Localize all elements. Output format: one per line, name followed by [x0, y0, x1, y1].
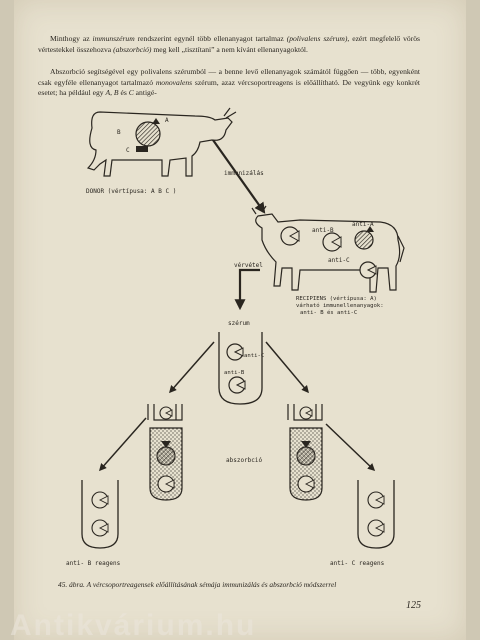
- serum-antibody-1: [227, 344, 243, 360]
- reagent-right-label: anti- C reagens: [330, 560, 385, 567]
- bleeding-label: vérvétel: [234, 262, 263, 269]
- donor-antigen-b: B: [117, 129, 121, 136]
- immunization-label: immunizálás: [224, 170, 264, 177]
- serum-label: szérum: [228, 320, 250, 327]
- serum-tube: [219, 332, 265, 404]
- recipient-cell: [355, 226, 374, 249]
- recipient-antibody-2: [323, 233, 341, 251]
- reagent-tube-right: [358, 480, 394, 548]
- arrow-serum-right: [266, 342, 308, 392]
- paragraph-absorption: Abszorbció segítségével egy polivalens szérumból — a benne levő ellenanyagok számától függően — több, egyenként csak egyféle ellenanyagot tartalmazó monovalens szérum, azaz vércsoportreagens is előállítható. De vegyünk egy konkrét esetet; ha például egy A, B és C antigé-: [38, 67, 420, 98]
- donor-label: DONOR (vértípusa: A B C ): [86, 188, 177, 195]
- absorption-label: abszorbció: [226, 457, 263, 464]
- recipient-antibody-1: [281, 227, 299, 245]
- recipient-label-2: várható immunellenanyagok:: [296, 303, 384, 309]
- recipient-label-1: RECIPIENS (vértípusa: A): [296, 296, 377, 302]
- arrow-to-left-reagent: [100, 418, 146, 470]
- absorption-tube-right: [288, 404, 322, 500]
- watermark: Antikvárium.hu: [10, 612, 257, 640]
- serum-antibody-2: [229, 377, 245, 393]
- recipient-antibody-3: [360, 262, 376, 278]
- bleeding-arrow: [240, 270, 260, 308]
- figure-caption: 45. ábra. A vércsoportreagensek előállításának sémája immunizálás és abszorbció módszerrel: [58, 580, 337, 589]
- anti-c-label: anti-C: [328, 257, 350, 264]
- recipient-label-3: anti- B és anti-C: [300, 310, 358, 316]
- paragraph-immune-serum: Minthogy az immunszérum rendszerint egynél több ellenanyagot tartalmaz (polivalens szérum), ezért megfelelő vörös vértestekkel összehozva (abszorbció) meg kell „tisztítani” a nem kívánt ellenanyagoktól.: [38, 34, 420, 54]
- serum-anti-b-label: anti-B: [224, 370, 245, 376]
- donor-antigen-a: A: [165, 117, 169, 124]
- page-number: 125: [406, 600, 421, 611]
- reagent-left-label: anti- B reagens: [66, 560, 121, 567]
- anti-a-label: anti-A: [352, 221, 374, 228]
- anti-b-label: anti-B: [312, 227, 334, 234]
- arrow-serum-left: [170, 342, 214, 392]
- serum-anti-c-label: anti-C: [244, 353, 265, 359]
- absorption-tube-left: [148, 404, 182, 500]
- donor-antigen-c: C: [126, 147, 130, 154]
- donor-cell: [136, 118, 160, 152]
- arrow-to-right-reagent: [326, 424, 374, 470]
- reagent-tube-left: [82, 480, 118, 548]
